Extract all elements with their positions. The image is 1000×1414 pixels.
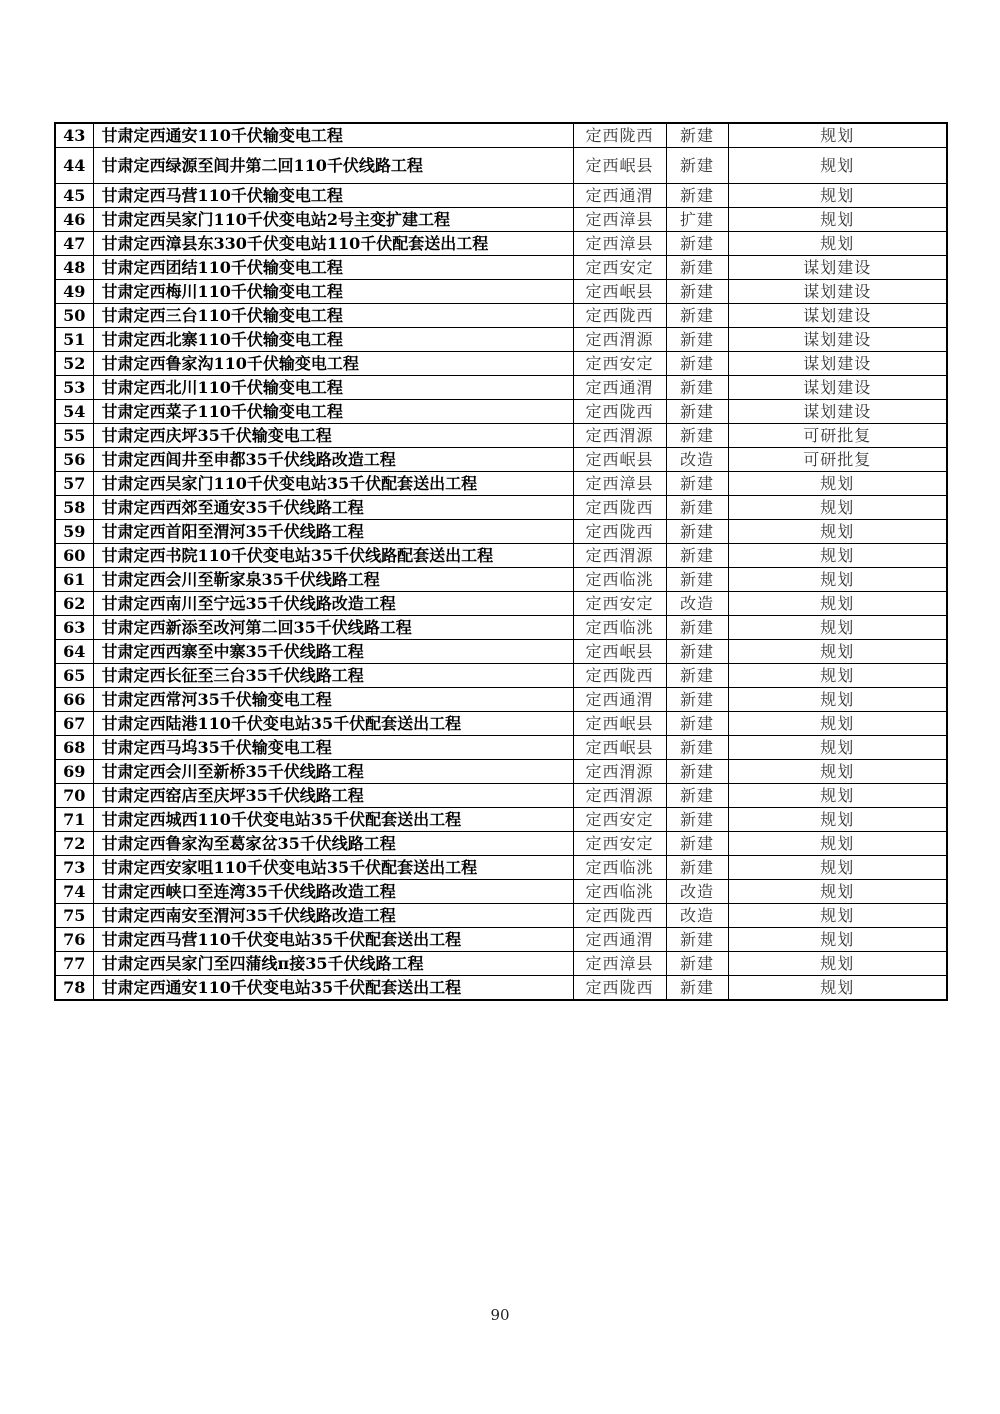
project-location: 定西渭源 — [573, 328, 666, 352]
project-table — [54, 122, 948, 1001]
project-location: 定西陇西 — [573, 904, 666, 928]
construction-type: 新建 — [666, 328, 728, 352]
table-row — [55, 496, 947, 520]
project-name: 甘肃定西会川至新桥35千伏线路工程 — [93, 760, 573, 784]
construction-type: 新建 — [666, 496, 728, 520]
row-number: 69 — [55, 760, 93, 784]
table-row — [55, 592, 947, 616]
project-name: 甘肃定西北寨110千伏输变电工程 — [93, 328, 573, 352]
project-name: 甘肃定西通安110千伏变电站35千伏配套送出工程 — [93, 976, 573, 1001]
project-status: 规划 — [728, 976, 947, 1001]
table-row — [55, 280, 947, 304]
table-row — [55, 976, 947, 1001]
table-row — [55, 472, 947, 496]
construction-type: 新建 — [666, 808, 728, 832]
construction-type: 新建 — [666, 304, 728, 328]
row-number: 49 — [55, 280, 93, 304]
table-row — [55, 616, 947, 640]
project-location: 定西陇西 — [573, 400, 666, 424]
project-location: 定西安定 — [573, 808, 666, 832]
project-location: 定西临洮 — [573, 856, 666, 880]
project-name: 甘肃定西北川110千伏输变电工程 — [93, 376, 573, 400]
construction-type: 新建 — [666, 352, 728, 376]
project-name: 甘肃定西新添至改河第二回35千伏线路工程 — [93, 616, 573, 640]
project-location: 定西陇西 — [573, 123, 666, 148]
project-name: 甘肃定西闾井至申都35千伏线路改造工程 — [93, 448, 573, 472]
project-status: 规划 — [728, 472, 947, 496]
project-status: 规划 — [728, 208, 947, 232]
project-name: 甘肃定西吴家门110千伏变电站35千伏配套送出工程 — [93, 472, 573, 496]
project-location: 定西岷县 — [573, 736, 666, 760]
construction-type: 新建 — [666, 928, 728, 952]
table-row — [55, 328, 947, 352]
project-status: 规划 — [728, 592, 947, 616]
project-name: 甘肃定西绿源至闾井第二回110千伏线路工程 — [93, 148, 573, 184]
project-name: 甘肃定西鲁家沟至葛家岔35千伏线路工程 — [93, 832, 573, 856]
row-number: 45 — [55, 184, 93, 208]
project-location: 定西陇西 — [573, 976, 666, 1001]
construction-type: 新建 — [666, 856, 728, 880]
construction-type: 新建 — [666, 400, 728, 424]
row-number: 52 — [55, 352, 93, 376]
construction-type: 改造 — [666, 448, 728, 472]
project-name: 甘肃定西首阳至渭河35千伏线路工程 — [93, 520, 573, 544]
project-location: 定西漳县 — [573, 232, 666, 256]
row-number: 73 — [55, 856, 93, 880]
table-row — [55, 352, 947, 376]
project-location: 定西临洮 — [573, 880, 666, 904]
project-name: 甘肃定西南安至渭河35千伏线路改造工程 — [93, 904, 573, 928]
table-row — [55, 520, 947, 544]
table-row — [55, 760, 947, 784]
project-status: 规划 — [728, 856, 947, 880]
table-row — [55, 640, 947, 664]
row-number: 75 — [55, 904, 93, 928]
row-number: 63 — [55, 616, 93, 640]
project-location: 定西渭源 — [573, 760, 666, 784]
project-status: 规划 — [728, 123, 947, 148]
row-number: 44 — [55, 148, 93, 184]
table-row — [55, 232, 947, 256]
row-number: 55 — [55, 424, 93, 448]
construction-type: 新建 — [666, 712, 728, 736]
row-number: 56 — [55, 448, 93, 472]
table-row — [55, 148, 947, 184]
row-number: 43 — [55, 123, 93, 148]
construction-type: 新建 — [666, 280, 728, 304]
table-row — [55, 256, 947, 280]
project-status: 规划 — [728, 520, 947, 544]
project-name: 甘肃定西南川至宁远35千伏线路改造工程 — [93, 592, 573, 616]
row-number: 70 — [55, 784, 93, 808]
table-row — [55, 904, 947, 928]
construction-type: 新建 — [666, 184, 728, 208]
project-status: 规划 — [728, 616, 947, 640]
construction-type: 改造 — [666, 592, 728, 616]
project-status: 谋划建设 — [728, 328, 947, 352]
project-name: 甘肃定西书院110千伏变电站35千伏线路配套送出工程 — [93, 544, 573, 568]
project-name: 甘肃定西漳县东330千伏变电站110千伏配套送出工程 — [93, 232, 573, 256]
project-name: 甘肃定西马营110千伏输变电工程 — [93, 184, 573, 208]
project-status: 规划 — [728, 640, 947, 664]
construction-type: 新建 — [666, 568, 728, 592]
project-name: 甘肃定西陆港110千伏变电站35千伏配套送出工程 — [93, 712, 573, 736]
table-row — [55, 544, 947, 568]
project-location: 定西陇西 — [573, 304, 666, 328]
project-location: 定西安定 — [573, 832, 666, 856]
table-body — [55, 123, 947, 1000]
row-number: 76 — [55, 928, 93, 952]
row-number: 74 — [55, 880, 93, 904]
project-location: 定西陇西 — [573, 664, 666, 688]
project-name: 甘肃定西三台110千伏输变电工程 — [93, 304, 573, 328]
project-status: 规划 — [728, 736, 947, 760]
row-number: 62 — [55, 592, 93, 616]
project-location: 定西陇西 — [573, 496, 666, 520]
table-row — [55, 208, 947, 232]
row-number: 59 — [55, 520, 93, 544]
row-number: 66 — [55, 688, 93, 712]
row-number: 78 — [55, 976, 93, 1001]
project-name: 甘肃定西吴家门110千伏变电站2号主变扩建工程 — [93, 208, 573, 232]
project-status: 规划 — [728, 712, 947, 736]
project-status: 可研批复 — [728, 424, 947, 448]
project-name: 甘肃定西梅川110千伏输变电工程 — [93, 280, 573, 304]
row-number: 65 — [55, 664, 93, 688]
construction-type: 新建 — [666, 688, 728, 712]
table-row — [55, 123, 947, 148]
page-number: 90 — [490, 1306, 510, 1324]
construction-type: 新建 — [666, 640, 728, 664]
project-status: 规划 — [728, 952, 947, 976]
row-number: 46 — [55, 208, 93, 232]
project-location: 定西漳县 — [573, 952, 666, 976]
table-row — [55, 952, 947, 976]
project-status: 谋划建设 — [728, 352, 947, 376]
construction-type: 新建 — [666, 784, 728, 808]
construction-type: 新建 — [666, 952, 728, 976]
project-name: 甘肃定西通安110千伏输变电工程 — [93, 123, 573, 148]
project-name: 甘肃定西西寨至中寨35千伏线路工程 — [93, 640, 573, 664]
project-name: 甘肃定西马营110千伏变电站35千伏配套送出工程 — [93, 928, 573, 952]
project-status: 规划 — [728, 568, 947, 592]
project-name: 甘肃定西会川至靳家泉35千伏线路工程 — [93, 568, 573, 592]
row-number: 77 — [55, 952, 93, 976]
table-row — [55, 856, 947, 880]
project-location: 定西漳县 — [573, 208, 666, 232]
construction-type: 新建 — [666, 760, 728, 784]
project-status: 规划 — [728, 496, 947, 520]
construction-type: 新建 — [666, 976, 728, 1001]
project-status: 规划 — [728, 688, 947, 712]
project-status: 规划 — [728, 808, 947, 832]
table-row — [55, 832, 947, 856]
row-number: 71 — [55, 808, 93, 832]
table-row — [55, 880, 947, 904]
project-name: 甘肃定西安家咀110千伏变电站35千伏配套送出工程 — [93, 856, 573, 880]
project-name: 甘肃定西常河35千伏输变电工程 — [93, 688, 573, 712]
row-number: 47 — [55, 232, 93, 256]
row-number: 72 — [55, 832, 93, 856]
row-number: 68 — [55, 736, 93, 760]
table-row — [55, 400, 947, 424]
project-name: 甘肃定西西郊至通安35千伏线路工程 — [93, 496, 573, 520]
construction-type: 新建 — [666, 232, 728, 256]
project-location: 定西通渭 — [573, 688, 666, 712]
project-status: 规划 — [728, 832, 947, 856]
project-location: 定西岷县 — [573, 640, 666, 664]
row-number: 60 — [55, 544, 93, 568]
construction-type: 扩建 — [666, 208, 728, 232]
project-name: 甘肃定西菜子110千伏输变电工程 — [93, 400, 573, 424]
project-name: 甘肃定西长征至三台35千伏线路工程 — [93, 664, 573, 688]
table-row — [55, 688, 947, 712]
row-number: 67 — [55, 712, 93, 736]
project-location: 定西渭源 — [573, 424, 666, 448]
project-status: 谋划建设 — [728, 256, 947, 280]
construction-type: 新建 — [666, 736, 728, 760]
project-name: 甘肃定西峡口至连湾35千伏线路改造工程 — [93, 880, 573, 904]
project-location: 定西安定 — [573, 256, 666, 280]
project-name: 甘肃定西马坞35千伏输变电工程 — [93, 736, 573, 760]
row-number: 51 — [55, 328, 93, 352]
project-status: 规划 — [728, 664, 947, 688]
table-row — [55, 664, 947, 688]
construction-type: 新建 — [666, 148, 728, 184]
construction-type: 改造 — [666, 904, 728, 928]
project-location: 定西通渭 — [573, 928, 666, 952]
project-location: 定西陇西 — [573, 520, 666, 544]
row-number: 50 — [55, 304, 93, 328]
project-location: 定西临洮 — [573, 616, 666, 640]
table-row — [55, 424, 947, 448]
project-name: 甘肃定西团结110千伏输变电工程 — [93, 256, 573, 280]
construction-type: 新建 — [666, 424, 728, 448]
table-row — [55, 304, 947, 328]
row-number: 64 — [55, 640, 93, 664]
project-name: 甘肃定西庆坪35千伏输变电工程 — [93, 424, 573, 448]
table-row — [55, 808, 947, 832]
project-status: 规划 — [728, 184, 947, 208]
project-status: 谋划建设 — [728, 376, 947, 400]
project-status: 规划 — [728, 928, 947, 952]
row-number: 53 — [55, 376, 93, 400]
project-location: 定西渭源 — [573, 784, 666, 808]
project-location: 定西临洮 — [573, 568, 666, 592]
table-row — [55, 736, 947, 760]
table-row — [55, 376, 947, 400]
construction-type: 新建 — [666, 256, 728, 280]
project-location: 定西岷县 — [573, 148, 666, 184]
table-row — [55, 784, 947, 808]
construction-type: 新建 — [666, 832, 728, 856]
project-location: 定西安定 — [573, 352, 666, 376]
project-location: 定西安定 — [573, 592, 666, 616]
project-name: 甘肃定西吴家门至四蒲线π接35千伏线路工程 — [93, 952, 573, 976]
project-location: 定西渭源 — [573, 544, 666, 568]
project-status: 谋划建设 — [728, 304, 947, 328]
construction-type: 改造 — [666, 880, 728, 904]
project-status: 规划 — [728, 148, 947, 184]
project-name: 甘肃定西窑店至庆坪35千伏线路工程 — [93, 784, 573, 808]
table-row — [55, 712, 947, 736]
project-location: 定西通渭 — [573, 376, 666, 400]
project-location: 定西岷县 — [573, 280, 666, 304]
project-status: 规划 — [728, 760, 947, 784]
table-row — [55, 928, 947, 952]
project-status: 规划 — [728, 904, 947, 928]
project-location: 定西漳县 — [573, 472, 666, 496]
row-number: 57 — [55, 472, 93, 496]
project-status: 可研批复 — [728, 448, 947, 472]
project-status: 规划 — [728, 544, 947, 568]
construction-type: 新建 — [666, 616, 728, 640]
construction-type: 新建 — [666, 664, 728, 688]
project-status: 谋划建设 — [728, 400, 947, 424]
project-location: 定西通渭 — [573, 184, 666, 208]
row-number: 58 — [55, 496, 93, 520]
table-row — [55, 184, 947, 208]
construction-type: 新建 — [666, 544, 728, 568]
construction-type: 新建 — [666, 520, 728, 544]
row-number: 54 — [55, 400, 93, 424]
project-status: 规划 — [728, 232, 947, 256]
row-number: 48 — [55, 256, 93, 280]
project-status: 规划 — [728, 784, 947, 808]
table-row — [55, 448, 947, 472]
project-status: 谋划建设 — [728, 280, 947, 304]
construction-type: 新建 — [666, 472, 728, 496]
project-status: 规划 — [728, 880, 947, 904]
construction-type: 新建 — [666, 376, 728, 400]
project-location: 定西岷县 — [573, 448, 666, 472]
project-name: 甘肃定西鲁家沟110千伏输变电工程 — [93, 352, 573, 376]
row-number: 61 — [55, 568, 93, 592]
project-name: 甘肃定西城西110千伏变电站35千伏配套送出工程 — [93, 808, 573, 832]
project-location: 定西岷县 — [573, 712, 666, 736]
table-row — [55, 568, 947, 592]
construction-type: 新建 — [666, 123, 728, 148]
